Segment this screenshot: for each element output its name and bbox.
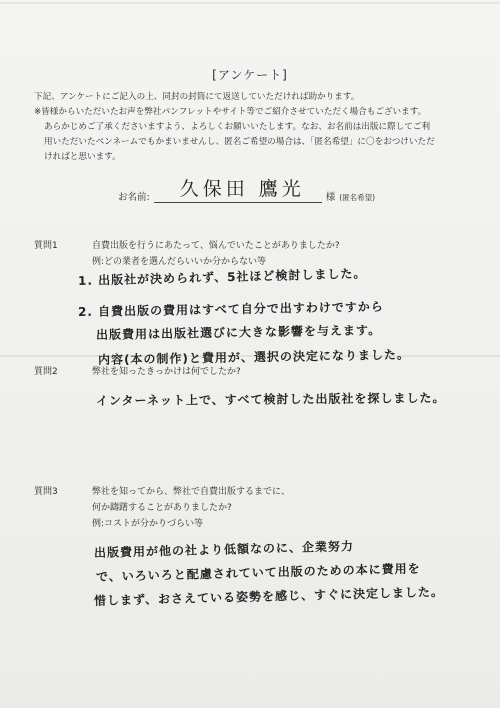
question-example: 例:コストが分かりづらい等 — [92, 519, 204, 529]
intro-text — [34, 90, 474, 165]
answer-line: 1. 出版社が決められず、5社ほど検討しました。 — [77, 266, 367, 288]
anonymous-option[interactable]: (匿名希望) — [339, 193, 376, 202]
question-text: 弊社を知ってから、弊社で自費出版するまでに、 — [92, 487, 291, 497]
question-1 — [34, 238, 340, 270]
intro-line: 下記、アンケートにご記入の上、同封の封筒にて返送していただければ助かります。 — [34, 92, 360, 102]
name-row — [118, 180, 375, 203]
fold-line — [0, 2, 500, 4]
name-label: お名前: — [118, 192, 150, 203]
form-title: [アンケート] — [212, 68, 288, 82]
intro-line: あらかじめご了承くださいますよう、よろしくお願いいたします。なお、お名前は出版に際してご利 — [44, 122, 431, 132]
answer-line: インターネット上で、すべて検討した出版社を探しました。 — [95, 390, 446, 408]
question-text: 弊社を知ったきっかけは何でしたか? — [92, 367, 241, 377]
question-number: 質問2 — [34, 367, 58, 377]
question-3 — [34, 484, 290, 532]
question-example: 例:どの業者を選んだらいいか分からない等 — [92, 257, 267, 267]
question-text: 自費出版を行うにあたって、悩んでいたことがありましたか? — [92, 241, 340, 251]
question-number: 質問3 — [34, 487, 58, 497]
intro-line: 用いただいたペンネームでもかまいませんし、匿名ご希望の場合は、「匿名希望」に〇をおつけいただ — [44, 137, 435, 147]
answer-line: 惜しまず、おさえている姿勢を感じ、すぐに決定しました。 — [93, 584, 445, 608]
intro-line: ※皆様からいただいたお声を弊社パンフレットやサイト等でご紹介させていただく場合もございます。 — [34, 107, 427, 117]
answer-line: で、いろいろと配慮されていて出版のための本に費用を — [95, 561, 421, 584]
name-value: 久保田 鷹光 — [179, 178, 305, 200]
answer-line: 出版費用が他の社より低額なのに、企業努力 — [93, 539, 355, 560]
intro-line: ければと思います。 — [44, 152, 121, 162]
answer-line: 出版費用は出版社選びに大きな影響を与えます。 — [95, 323, 382, 342]
name-field[interactable] — [154, 180, 322, 203]
question-2 — [34, 364, 241, 380]
question-number: 質問1 — [34, 241, 58, 251]
answer-line: 2. 自費出版の費用はすべて自分で出すわけですから — [77, 299, 384, 319]
question-text-continued: 何か躊躇することがありましたか? — [92, 503, 232, 513]
name-suffix: 様 — [325, 192, 336, 203]
answer-line: 内容(本の制作)と費用が、選択の決定になりました。 — [97, 347, 411, 367]
